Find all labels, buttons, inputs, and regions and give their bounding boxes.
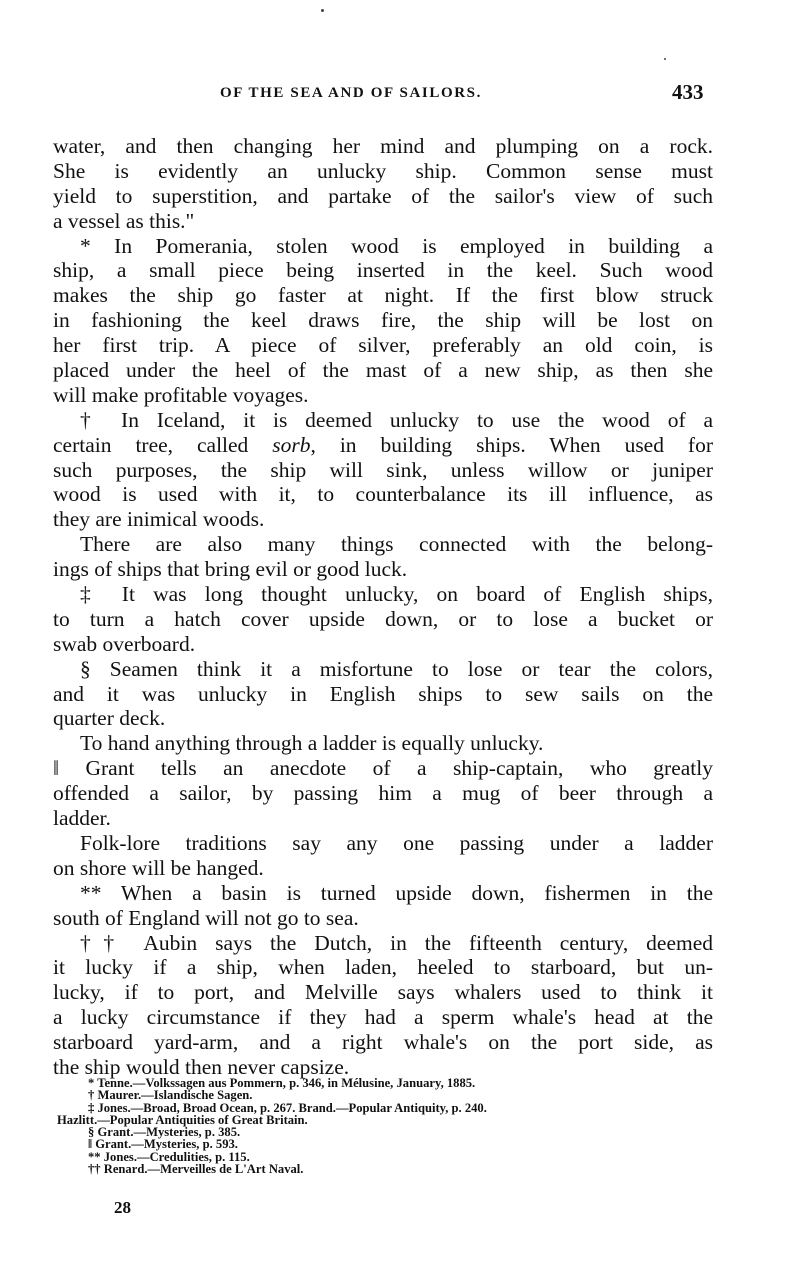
paragraph: [53, 831, 713, 881]
paragraph: [53, 881, 713, 931]
text-line: ** When a basin is turned upside down, fishermen in the: [80, 880, 713, 905]
signature-mark: 28: [114, 1198, 131, 1217]
page-number: 433: [672, 80, 704, 104]
text-line: and it was unlucky in English ships to sew sails on the: [53, 681, 713, 706]
text-line: swab overboard.: [53, 631, 196, 656]
text-line: makes the ship go faster at night. If the first blow struck: [53, 283, 713, 308]
text-line: To hand anything through a ladder is equally unlucky.: [80, 731, 544, 756]
paragraph: [53, 756, 713, 831]
text-line: they are inimical woods.: [53, 507, 265, 532]
text-line: quarter deck.: [53, 706, 166, 731]
text-line: such purposes, the ship will sink, unless willow or juniper: [53, 457, 713, 482]
paragraph: [53, 582, 713, 657]
text-line: in fashioning the keel draws fire, the ship will be lost on: [53, 308, 713, 333]
scan-speck: [321, 9, 324, 12]
text-line: †† Aubin says the Dutch, in the fifteenth century, deemed: [80, 930, 713, 955]
text-line: a lucky circumstance if they had a sperm whale's head at the: [53, 1005, 713, 1030]
text-line: † In Iceland, it is deemed unlucky to use the wood of a: [80, 407, 713, 432]
text-line: lucky, if to port, and Melville says whalers used to think it: [53, 980, 713, 1005]
text-line: [53, 433, 713, 458]
text-line: offended a sailor, by passing him a mug of beer through a: [53, 781, 713, 806]
text-line: ings of ships that bring evil or good luck.: [53, 557, 408, 582]
text-line: her first trip. A piece of silver, preferably an old coin, is: [53, 333, 713, 358]
paragraph: [53, 408, 713, 532]
footnote: § Grant.—Mysteries, p. 385.: [88, 1125, 241, 1140]
text-line: There are also many things connected with the belong-: [80, 532, 713, 557]
text-line: starboard yard-arm, and a right whale's on the port side, as: [53, 1030, 713, 1055]
italic-term: sorb: [272, 432, 311, 457]
paragraph: [53, 234, 713, 408]
text-line: a vessel as this.": [53, 208, 195, 233]
text-line: Folk-lore traditions say any one passing under a ladder: [80, 830, 713, 855]
text-line: ladder.: [53, 806, 111, 831]
footnote: Hazlitt.—Popular Antiquities of Great Britain.: [57, 1112, 308, 1127]
text-line: § Seamen think it a misfortune to lose or tear the colors,: [80, 656, 713, 681]
text-line: water, and then changing her mind and plumping on a rock.: [53, 134, 713, 158]
paragraph: [53, 931, 713, 1080]
text-line: wood is used with it, to counterbalance its ill influence, as: [53, 482, 713, 507]
text-line: * In Pomerania, stolen wood is employed in building a: [80, 233, 713, 258]
text-line: yield to superstition, and partake of the sailor's view of such: [53, 183, 713, 208]
paragraph: [53, 532, 713, 582]
paragraph: [53, 657, 713, 732]
text-segment: , in building ships. When used for: [310, 432, 713, 457]
text-line: on shore will be hanged.: [53, 855, 264, 880]
footnote: ‡ Jones.—Broad, Broad Ocean, p. 267. Brand.—Popular Antiquity, p. 240.: [88, 1100, 487, 1115]
text-line: to turn a hatch cover upside down, or to lose a bucket or: [53, 606, 713, 631]
footnote: * Tenne.—Volkssagen aus Pommern, p. 346, in Mélusine, January, 1885.: [88, 1076, 476, 1090]
paragraph: [53, 134, 713, 234]
text-segment: certain tree, called: [53, 432, 273, 457]
text-line: ‖ Grant tells an anecdote of a ship-captain, who greatly: [53, 756, 713, 781]
body-text: [53, 134, 713, 1080]
text-line: She is evidently an unlucky ship. Common sense must: [53, 158, 713, 183]
scan-speck: [664, 58, 666, 60]
text-line: the ship would then never capsize.: [53, 1054, 350, 1079]
text-line: it lucky if a ship, when laden, heeled to starboard, but un-: [53, 955, 713, 980]
footnote: ‖ Grant.—Mysteries, p. 593.: [88, 1137, 238, 1152]
page-header: [52, 80, 712, 106]
paragraph: [53, 731, 713, 756]
footnotes: [57, 1077, 727, 1175]
footnote: †† Renard.—Merveilles de L'Art Naval.: [88, 1162, 304, 1177]
running-title: OF THE SEA AND OF SAILORS.: [220, 85, 482, 101]
footnote: † Maurer.—Islandische Sagen.: [88, 1088, 253, 1103]
text-line: ‡ It was long thought unlucky, on board of English ships,: [80, 582, 713, 607]
text-line: placed under the heel of the mast of a new ship, as then she: [53, 358, 713, 383]
text-line: will make profitable voyages.: [53, 382, 309, 407]
footnote: ** Jones.—Credulities, p. 115.: [88, 1149, 250, 1164]
text-line: ship, a small piece being inserted in the keel. Such wood: [53, 258, 713, 283]
text-line: south of England will not go to sea.: [53, 905, 359, 930]
